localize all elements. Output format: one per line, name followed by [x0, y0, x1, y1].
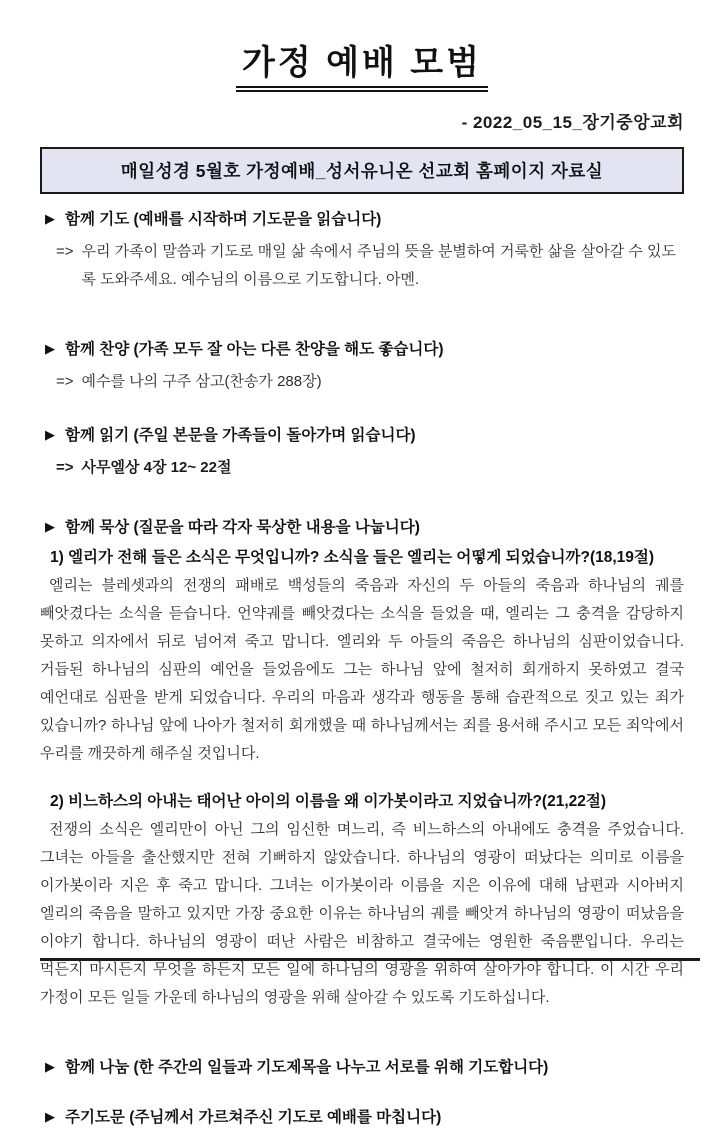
triangle-bullet-icon: ▶ — [45, 1109, 55, 1125]
section-praise-response — [40, 368, 684, 396]
section-reading — [40, 424, 684, 482]
section-reading-heading — [40, 424, 684, 448]
section-sharing-heading — [40, 1056, 684, 1080]
section-lords-prayer-title: 주기도문 (주님께서 가르쳐주신 기도로 예배를 마칩니다) — [65, 1109, 442, 1127]
meditation-question-2: 2) 비느하스의 아내는 태어난 아이의 이름을 왜 이가봇이라고 지었습니까?(21,22절) — [50, 793, 607, 811]
meditation-answer-2: 전쟁의 소식은 엘리만이 아닌 그의 임신한 며느리, 즉 비느하스의 아내에도 충격을 주었습니다. 그녀는 아들을 출산했지만 전혀 기뻐하지 않았습니다. 하나님의 영광이 떠났다는 의미로 이름을 이가봇이라 지은 후 죽고 맙니다. 그녀는 이가봇이라 이름을 지은 이유에 대해 남편과 시아버지 엘리의 죽음을 말하고 있지만 가장 중요한 이유는 하나님의 궤를 빼앗겨 하나님의 영광이 떠났음을 이야기 합니다. 하나님의 영광이 떠난 사람은 비참하고 결국에는 영원한 죽음뿐입니다. 우리는 먹든지 마시든지 무엇을 하든지 모든 일에 하나님의 영광을 위하여 살아가야 합니다. 이 시간 우리 가정이 모든 일들 가운데 하나님의 영광을 위해 살아갈 수 있도록 기도하십니다. — [40, 821, 684, 1007]
meditation-question-1: 1) 엘리가 전해 들은 소식은 무엇입니까? 소식을 들은 엘리는 어떻게 되었습니까?(18,19절) — [50, 549, 655, 567]
section-reading-response — [40, 454, 684, 482]
section-sharing-title: 함께 나눔 (한 주간의 일들과 기도제목을 나누고 서로를 위해 기도합니다) — [65, 1059, 549, 1077]
section-praise-heading — [40, 338, 684, 362]
arrow-marker: => — [56, 459, 74, 477]
triangle-bullet-icon: ▶ — [45, 211, 55, 227]
title-container — [40, 44, 684, 92]
triangle-bullet-icon: ▶ — [45, 1059, 55, 1075]
source-banner: 매일성경 5월호 가정예배_성서유니온 선교회 홈페이지 자료실 — [40, 147, 684, 194]
section-prayer — [40, 208, 684, 294]
section-praise — [40, 338, 684, 396]
section-meditation-title: 함께 묵상 (질문을 따라 각자 묵상한 내용을 나눕니다) — [65, 519, 420, 537]
triangle-bullet-icon: ▶ — [45, 427, 55, 443]
section-lords-prayer — [40, 1106, 684, 1130]
section-prayer-response — [40, 238, 684, 294]
section-lords-prayer-heading — [40, 1106, 684, 1130]
arrow-marker: => — [56, 373, 74, 391]
section-sharing — [40, 1056, 684, 1080]
section-reading-title: 함께 읽기 (주일 본문을 가족들이 돌아가며 읽습니다) — [65, 427, 416, 445]
praise-response-text: 예수를 나의 구주 삼고(찬송가 288장) — [81, 373, 322, 391]
triangle-bullet-icon: ▶ — [45, 519, 55, 535]
meditation-answer-1: 엘리는 블레셋과의 전쟁의 패배로 백성들의 죽음과 자신의 두 아들의 죽음과 하나님의 궤를 빼앗겼다는 소식을 듣습니다. 언약궤를 빼앗겼다는 소식을 들었을 때, 엘리는 그 충격을 감당하지 못하고 의자에서 뒤로 넘어져 죽고 맙니다. 엘리와 두 아들의 죽음은 하나님의 심판이었습니다. 거듭된 하나님의 심판의 예언을 들었음에도 그는 하나님 앞에 철저히 회개하지 못하였고 결국 예언대로 심판을 받게 되었습니다. 우리의 마음과 생각과 행동을 통해 습관적으로 짓고 있는 죄가 있습니까? 하나님 앞에 나아가 철저히 회개했을 때 하나님께서는 죄를 용서해 주시고 모든 죄악에서 우리를 깨끗하게 해주실 것입니다. — [40, 577, 684, 763]
date-byline: - 2022_05_15_장기중앙교회 — [461, 113, 684, 133]
section-prayer-title: 함께 기도 (예배를 시작하며 기도문을 읽습니다) — [65, 211, 382, 229]
section-meditation-heading — [40, 516, 684, 540]
footer-divider — [40, 958, 700, 961]
prayer-response-text: 우리 가족이 말씀과 기도로 매일 삶 속에서 주님의 뜻을 분별하여 거룩한 삶을 살아갈 수 있도록 도와주세요. 예수님의 이름으로 기도합니다. 아멘. — [81, 243, 677, 289]
section-prayer-heading — [40, 208, 684, 232]
triangle-bullet-icon: ▶ — [45, 341, 55, 357]
section-praise-title: 함께 찬양 (가족 모두 잘 아는 다른 찬양을 해도 좋습니다) — [65, 341, 444, 359]
reading-response-text: 사무엘상 4장 12~ 22절 — [81, 459, 232, 477]
arrow-marker: => — [56, 243, 74, 261]
section-meditation — [40, 516, 684, 1012]
page-title: 가정 예배 모범 — [236, 44, 488, 92]
